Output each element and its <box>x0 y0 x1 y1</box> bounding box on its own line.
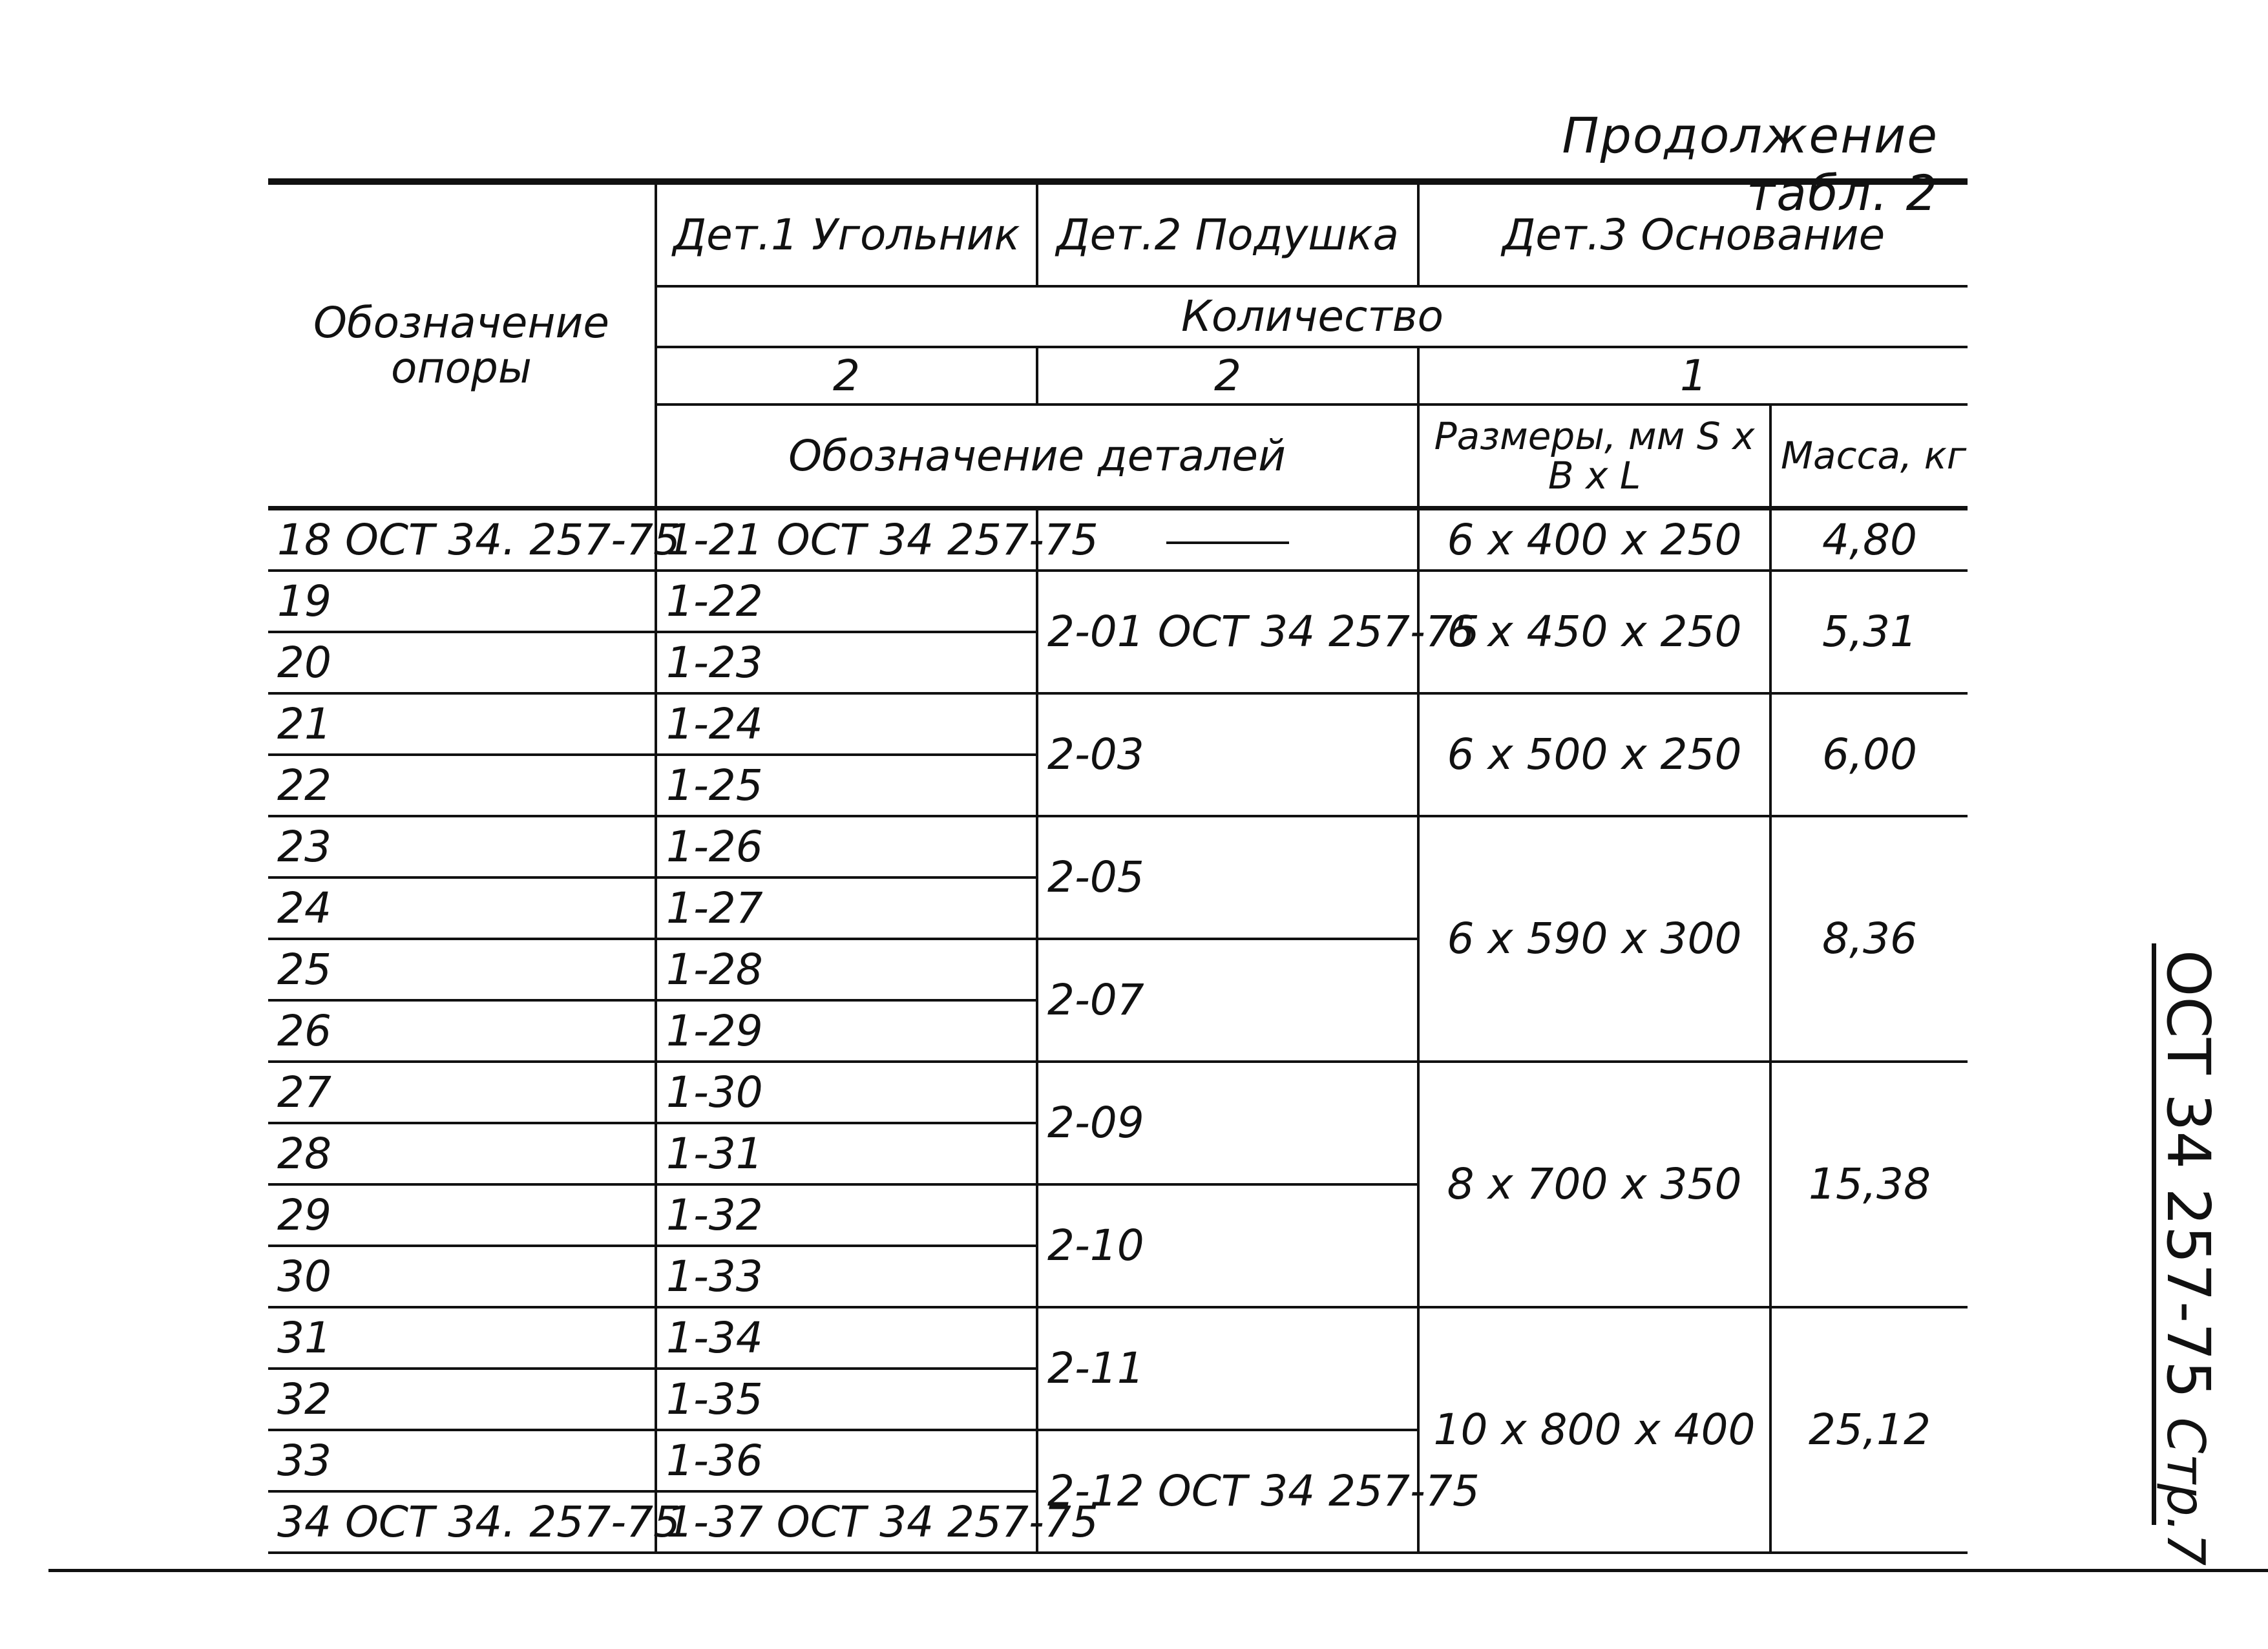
parts-table-grid <box>268 178 1968 1554</box>
header-det3: Дет.3 Основание <box>1418 182 1968 286</box>
mass-cell: 4,80 <box>1770 509 1968 571</box>
det2-cell: 2-03 <box>1037 693 1418 816</box>
header-designation-support: Обозначение опоры <box>268 182 656 509</box>
support-cell: 33 <box>268 1430 656 1491</box>
header-det2: Дет.2 Подушка <box>1037 182 1418 286</box>
det2-cell: 2-11 <box>1037 1307 1418 1430</box>
header-qty-det2: 2 <box>1037 347 1418 404</box>
det2-cell: 2-09 <box>1037 1062 1418 1184</box>
support-cell: 23 <box>268 816 656 877</box>
bottom-rule <box>48 1569 2268 1572</box>
support-cell: 24 <box>268 877 656 939</box>
det1-cell: 1-21 ОСТ 34 257-75 <box>656 509 1037 571</box>
header-parts-designation: Обозначение деталей <box>656 404 1418 509</box>
document-stamp <box>2145 950 2223 1566</box>
support-cell: 29 <box>268 1184 656 1246</box>
dims-cell: 10 x 800 x 400 <box>1418 1307 1770 1553</box>
det1-cell: 1-37 ОСТ 34 257-75 <box>656 1491 1037 1553</box>
header-dimensions: Размеры, мм S x B x L <box>1418 404 1770 509</box>
support-cell: 19 <box>268 571 656 632</box>
support-cell: 26 <box>268 1000 656 1062</box>
support-cell: 27 <box>268 1062 656 1123</box>
empty-dash <box>1166 541 1289 544</box>
header-qty-det3: 1 <box>1418 347 1968 404</box>
det1-cell: 1-33 <box>656 1246 1037 1307</box>
det1-cell: 1-34 <box>656 1307 1037 1369</box>
dims-cell: 6 x 450 x 250 <box>1418 571 1770 693</box>
det2-cell: 2-10 <box>1037 1184 1418 1307</box>
det1-cell: 1-27 <box>656 877 1037 939</box>
det1-cell: 1-36 <box>656 1430 1037 1491</box>
mass-cell: 15,38 <box>1770 1062 1968 1307</box>
det1-cell: 1-23 <box>656 632 1037 693</box>
mass-cell: 8,36 <box>1770 816 1968 1062</box>
stamp-code: ОСТ 34 257-75 <box>2154 950 2223 1399</box>
dims-cell: 6 x 590 x 300 <box>1418 816 1770 1062</box>
parts-table <box>268 178 1968 1547</box>
det2-cell: 2-01 ОСТ 34 257-75 <box>1037 571 1418 693</box>
dims-cell: 6 x 500 x 250 <box>1418 693 1770 816</box>
mass-cell: 5,31 <box>1770 571 1968 693</box>
det1-cell: 1-25 <box>656 755 1037 816</box>
det1-cell: 1-35 <box>656 1369 1037 1430</box>
support-cell: 18 ОСТ 34. 257-75 <box>268 509 656 571</box>
det1-cell: 1-22 <box>656 571 1037 632</box>
det2-cell: 2-05 <box>1037 816 1418 939</box>
mass-cell: 25,12 <box>1770 1307 1968 1553</box>
header-det1: Дет.1 Угольник <box>656 182 1037 286</box>
dims-cell: 6 x 400 x 250 <box>1418 509 1770 571</box>
support-cell: 32 <box>268 1369 656 1430</box>
header-mass: Масса, кг <box>1770 404 1968 509</box>
det1-cell: 1-26 <box>656 816 1037 877</box>
det2-cell: 2-07 <box>1037 939 1418 1062</box>
det1-cell: 1-29 <box>656 1000 1037 1062</box>
det2-cell: 2-12 ОСТ 34 257-75 <box>1037 1430 1418 1553</box>
support-cell: 31 <box>268 1307 656 1369</box>
support-cell: 22 <box>268 755 656 816</box>
support-cell: 34 ОСТ 34. 257-75 <box>268 1491 656 1553</box>
det1-cell: 1-30 <box>656 1062 1037 1123</box>
det1-cell: 1-32 <box>656 1184 1037 1246</box>
support-cell: 30 <box>268 1246 656 1307</box>
mass-cell: 6,00 <box>1770 693 1968 816</box>
header-quantity: Количество <box>656 286 1968 347</box>
support-cell: 21 <box>268 693 656 755</box>
support-cell: 28 <box>268 1123 656 1184</box>
det1-cell: 1-28 <box>656 939 1037 1000</box>
support-cell: 20 <box>268 632 656 693</box>
det1-cell: 1-24 <box>656 693 1037 755</box>
stamp-page: Стр.7 <box>2156 1417 2216 1566</box>
det1-cell: 1-31 <box>656 1123 1037 1184</box>
dims-cell: 8 x 700 x 350 <box>1418 1062 1770 1307</box>
header-qty-det1: 2 <box>656 347 1037 404</box>
table-caption: Продолжение табл. 2 <box>1562 107 1938 222</box>
support-cell: 25 <box>268 939 656 1000</box>
